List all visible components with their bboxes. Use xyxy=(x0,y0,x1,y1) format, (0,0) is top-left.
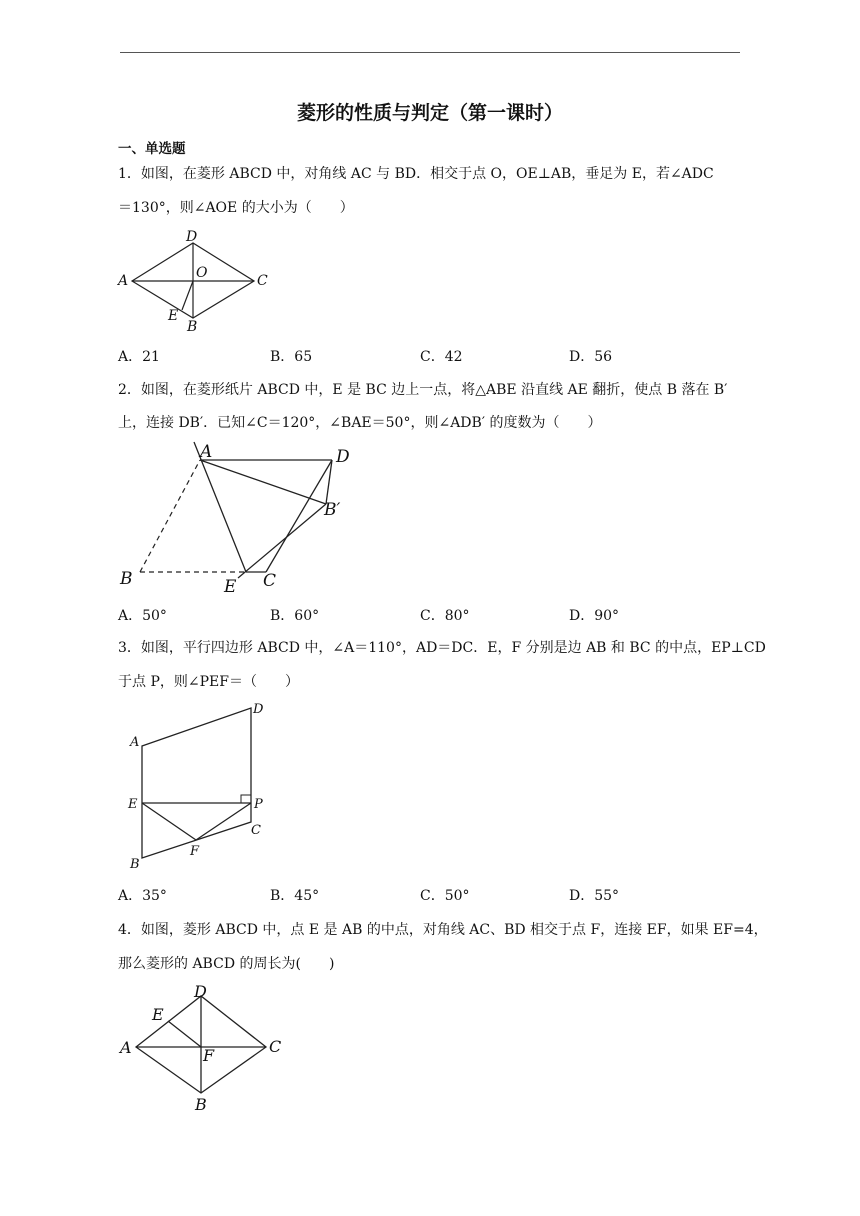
question-1-option-b: B．65 xyxy=(270,349,313,365)
q1-label-D: D xyxy=(186,229,198,245)
q2-label-D: D xyxy=(336,447,350,467)
question-3-option-c: C．50° xyxy=(420,888,470,904)
question-1-option-d: D．56 xyxy=(569,349,613,365)
q4-label-F: F xyxy=(203,1046,215,1065)
question-3-figure xyxy=(110,698,280,878)
q3-label-E: E xyxy=(128,797,138,812)
question-3-option-b: B．45° xyxy=(270,888,320,904)
q3-label-P: P xyxy=(254,797,263,812)
question-2-option-d: D．90° xyxy=(569,608,620,624)
page-title: 菱形的性质与判定（第一课时） xyxy=(296,102,563,124)
question-4-figure xyxy=(110,980,300,1120)
question-4-line-2: 那么菱形的 ABCD 的周长为( ) xyxy=(118,956,335,972)
q2-label-Bprime: B′ xyxy=(324,500,341,520)
q1-label-B: B xyxy=(187,319,198,335)
question-2-option-b: B．60° xyxy=(270,608,320,624)
question-1-line-1: 1．如图，在菱形 ABCD 中，对角线 AC 与 BD．相交于点 O，OE⊥AB，垂足为 E，若∠ADC xyxy=(118,166,714,182)
q3-label-C: C xyxy=(251,823,261,838)
q4-label-C: C xyxy=(269,1037,282,1056)
section-heading: 一、单选题 xyxy=(118,141,186,157)
q4-label-D: D xyxy=(194,982,207,1001)
question-2-line-2: 上，连接 DB′．已知∠C＝120°，∠BAE＝50°，则∠ADB′ 的度数为（ ） xyxy=(118,415,602,431)
question-2-option-a: A．50° xyxy=(118,608,167,624)
q2-label-E: E xyxy=(224,577,237,597)
q1-label-A: A xyxy=(118,273,129,289)
q4-label-A: A xyxy=(120,1038,132,1057)
question-2-line-1: 2．如图，在菱形纸片 ABCD 中，E 是 BC 边上一点，将△ABE 沿直线 AE 翻折，使点 B 落在 B′ xyxy=(118,382,728,398)
header-rule xyxy=(120,52,740,53)
question-1-option-a: A．21 xyxy=(118,349,160,365)
q1-label-C: C xyxy=(257,273,268,289)
question-3-option-d: D．55° xyxy=(569,888,620,904)
q4-label-B: B xyxy=(195,1095,207,1114)
q3-label-D: D xyxy=(253,702,264,717)
q1-label-O: O xyxy=(196,265,208,281)
question-2-figure xyxy=(110,438,360,598)
q3-label-F: F xyxy=(190,844,200,859)
q4-label-E: E xyxy=(152,1005,164,1024)
q2-label-C: C xyxy=(263,571,277,591)
question-3-line-2: 于点 P，则∠PEF＝（ ） xyxy=(118,674,299,690)
question-2-option-c: C．80° xyxy=(420,608,470,624)
question-1-line-2: ＝130°，则∠AOE 的大小为（ ） xyxy=(118,200,354,216)
question-3-option-a: A．35° xyxy=(118,888,167,904)
question-3-line-1: 3．如图，平行四边形 ABCD 中，∠A＝110°，AD＝DC．E，F 分别是边 AB 和 BC 的中点，EP⊥CD xyxy=(118,640,766,656)
q3-label-B: B xyxy=(130,857,140,872)
question-1-figure xyxy=(110,225,280,335)
q1-label-E: E xyxy=(168,308,179,324)
q3-label-A: A xyxy=(130,735,140,750)
q2-label-B: B xyxy=(120,569,133,589)
question-4-line-1: 4．如图，菱形 ABCD 中，点 E 是 AB 的中点，对角线 AC、BD 相交于点 F，连接 EF，如果 EF=4， xyxy=(118,922,768,938)
q2-label-A: A xyxy=(200,442,213,462)
question-1-option-c: C．42 xyxy=(420,349,463,365)
